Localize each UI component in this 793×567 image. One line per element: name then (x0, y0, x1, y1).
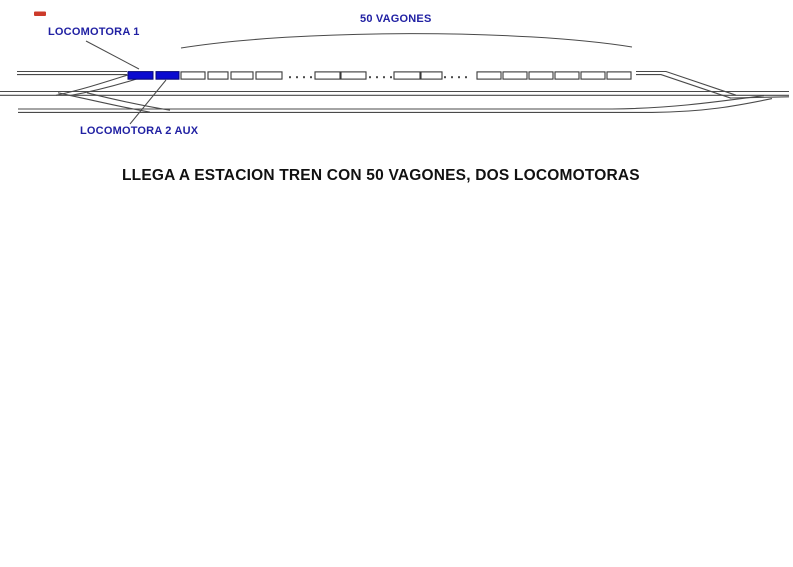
right-merge-rail (731, 97, 789, 98)
wagons-brace-arc (181, 34, 632, 48)
label-locomotora-2-aux: LOCOMOTORA 2 AUX (80, 125, 199, 137)
locomotive-1-shape (128, 72, 153, 80)
wagon-shape (581, 72, 605, 79)
wagon-shape (231, 72, 253, 79)
ellipsis-dot (369, 76, 371, 78)
ellipsis-dot (458, 76, 460, 78)
red-dash-mark (34, 12, 46, 17)
ellipsis-dot (444, 76, 446, 78)
ellipsis-dot (383, 76, 385, 78)
ellipsis-dot (296, 76, 298, 78)
wagon-shape (256, 72, 282, 79)
label-50-vagones: 50 VAGONES (360, 13, 432, 25)
ellipsis-dot (376, 76, 378, 78)
wagon-shape (503, 72, 527, 79)
locomotive-2-shape (156, 72, 179, 80)
wagon-shape (477, 72, 501, 79)
lower-loop-rail-2 (18, 99, 772, 113)
wagon-shape (555, 72, 579, 79)
ellipsis-dot (303, 76, 305, 78)
wagon-shape (529, 72, 553, 79)
caption-text: LLEGA A ESTACION TREN CON 50 VAGONES, DOS LOCOMOTORAS (122, 167, 640, 184)
ellipsis-dot (451, 76, 453, 78)
wagon-shape (181, 72, 205, 79)
leader-line-locomotive-2 (130, 80, 166, 124)
ellipsis-dot (289, 76, 291, 78)
ellipsis-dot (390, 76, 392, 78)
wagon-shape (394, 72, 420, 79)
ellipsis-dot (465, 76, 467, 78)
siding-rail-bottom-right (636, 75, 731, 99)
wagon-shape (208, 72, 228, 79)
wagon-shape (315, 72, 340, 79)
ellipsis-dot (310, 76, 312, 78)
wagon-shape (421, 72, 442, 79)
label-locomotora-1: LOCOMOTORA 1 (48, 26, 140, 38)
train-layer (128, 72, 631, 80)
wagon-shape (341, 72, 366, 79)
leader-line-locomotive-1 (86, 41, 139, 69)
wagon-shape (607, 72, 631, 79)
